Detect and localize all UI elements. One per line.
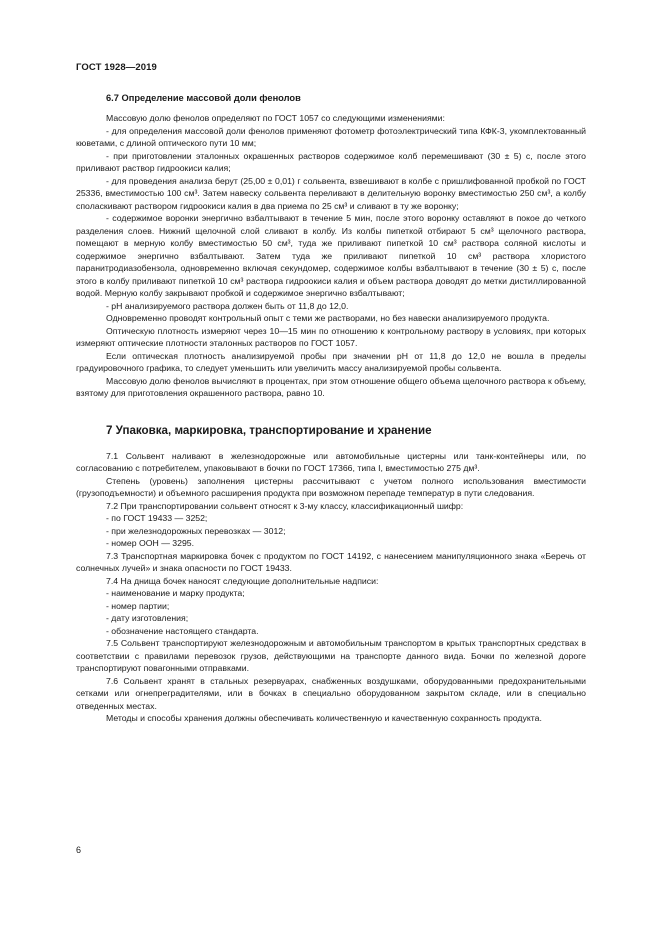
paragraph: - содержимое воронки энергично взбалтывают в течение 5 мин, после этого воронку оставляют в покое до четкого разделения слоев. Нижний щелочной слой сливают в колбу. Из колбы пипеткой отбирают 5 см³ щелочного раствора, помещают в мерную колбу вместимостью 50 см³, туда же приливают пипеткой 10 см³ раствора соляной кислоты и содержимое энергично взбалтывают. Затем туда же приливают пипеткой 10 см³ раствора хлористого паранитродиазобензола, одновременно включая секундомер, содержимое колбы взбалтывают в течение (30 ± 5) с, после этого в колбу приливают пипеткой 10 см³ раствора гидроокиси калия и объем раствора доводят до метки дистиллированной водой. Мерную колбу закрывают пробкой и содержимое энергично взбалтывают; <box>76 213 586 298</box>
paragraph: 7.3 Транспортная маркировка бочек с продуктом по ГОСТ 14192, с нанесением манипуляционного знака «Беречь от солнечных лучей» и знака опасности по ГОСТ 19433. <box>76 550 586 573</box>
paragraph: - для проведения анализа берут (25,00 ± 0,01) г сольвента, взвешивают в колбе с пришлифованной пробкой по ГОСТ 25336, вместимостью 100 см³. Затем навеску сольвента переливают в делительную воронку вместимостью 250 см³, а колбу споласкивают раствором гидроокиси калия в два приема по 25 см³ и сливают в ту же воронку; <box>76 175 586 211</box>
paragraph: - номер партии; <box>106 600 170 611</box>
paragraph: - pH анализируемого раствора должен быть от 11,8 до 12,0. <box>106 300 349 311</box>
document-header: ГОСТ 1928—2019 <box>76 62 157 73</box>
paragraph: Массовую долю фенолов вычисляют в процентах, при этом отношение общего объема щелочного раствора к объему, взятому для приготовления окрашенного раствора, равно 10. <box>76 375 586 398</box>
section-6-7-title: 6.7 Определение массовой доли фенолов <box>106 93 301 103</box>
paragraph: Если оптическая плотность анализируемой пробы при значении pH от 11,8 до 12,0 не вошла в пределы градуировочного графика, то следует уменьшить или увеличить массу анализируемой пробы сольвента. <box>76 350 586 373</box>
paragraph: - при приготовлении эталонных окрашенных растворов содержимое колб перемешивают (30 ± 5) с, после этого приливают раствор гидроокиси калия; <box>76 150 586 173</box>
paragraph: - наименование и марку продукта; <box>106 588 245 598</box>
paragraph: - при железнодорожных перевозках — 3012; <box>106 525 286 536</box>
section-7-title: 7 Упаковка, маркировка, транспортирование и хранение <box>106 423 432 437</box>
paragraph: 7.2 При транспортировании сольвент относят к 3-му классу, классификационный шифр: <box>106 500 464 511</box>
paragraph: 7.6 Сольвент хранят в стальных резервуарах, снабженных воздушками, оборудованными предохранительными сетками или огнепреградителями, или в бочках в специально оборудованном закрытом складе, или в специально отведенных местах. <box>76 675 586 711</box>
paragraph: Степень (уровень) заполнения цистерны рассчитывают с учетом полного использования вместимости (грузоподъемности) и объемного расширения продукта при возможном перепаде температур в пути следования. <box>76 475 586 498</box>
paragraph: - номер ООН — 3295. <box>106 538 195 548</box>
paragraph: 7.1 Сольвент наливают в железнодорожные или автомобильные цистерны или танк-контейнеры или, по согласованию с потребителем, упаковывают в бочки по ГОСТ 17366, типа I, вместимостью 275 дм³. <box>76 450 586 473</box>
page-content <box>76 92 586 725</box>
paragraph: - обозначение настоящего стандарта. <box>106 625 259 636</box>
paragraph: Одновременно проводят контрольный опыт с теми же растворами, но без навески анализируемого продукта. <box>106 313 550 323</box>
page-number: 6 <box>76 845 82 855</box>
paragraph: 7.4 На днища бочек наносят следующие дополнительные надписи: <box>106 575 379 586</box>
paragraph: - для определения массовой доли фенолов применяют фотометр фотоэлектрический типа КФК-3, укомплектованный кюветами, с длиной оптического пути 10 мм; <box>76 125 586 148</box>
paragraph: Оптическую плотность измеряют через 10—15 мин по отношению к контрольному раствору в условиях, при которых измеряют оптические плотности эталонных растворов по ГОСТ 1057. <box>76 325 586 348</box>
paragraph: Методы и способы хранения должны обеспечивать количественную и качественную сохранность продукта. <box>106 713 542 723</box>
paragraph: Массовую долю фенолов определяют по ГОСТ 1057 со следующими изменениями: <box>106 113 445 123</box>
paragraph: 7.5 Сольвент транспортируют железнодорожным и автомобильным транспортом в крытых транспортных средствах в соответствии с правилами перевозок грузов, действующими на транспорте данного вида. Бочки по железной дороге транспортируют повагонными отправками. <box>76 638 586 673</box>
paragraph: - по ГОСТ 19433 — 3252; <box>106 513 208 523</box>
paragraph: - дату изготовления; <box>106 613 189 623</box>
